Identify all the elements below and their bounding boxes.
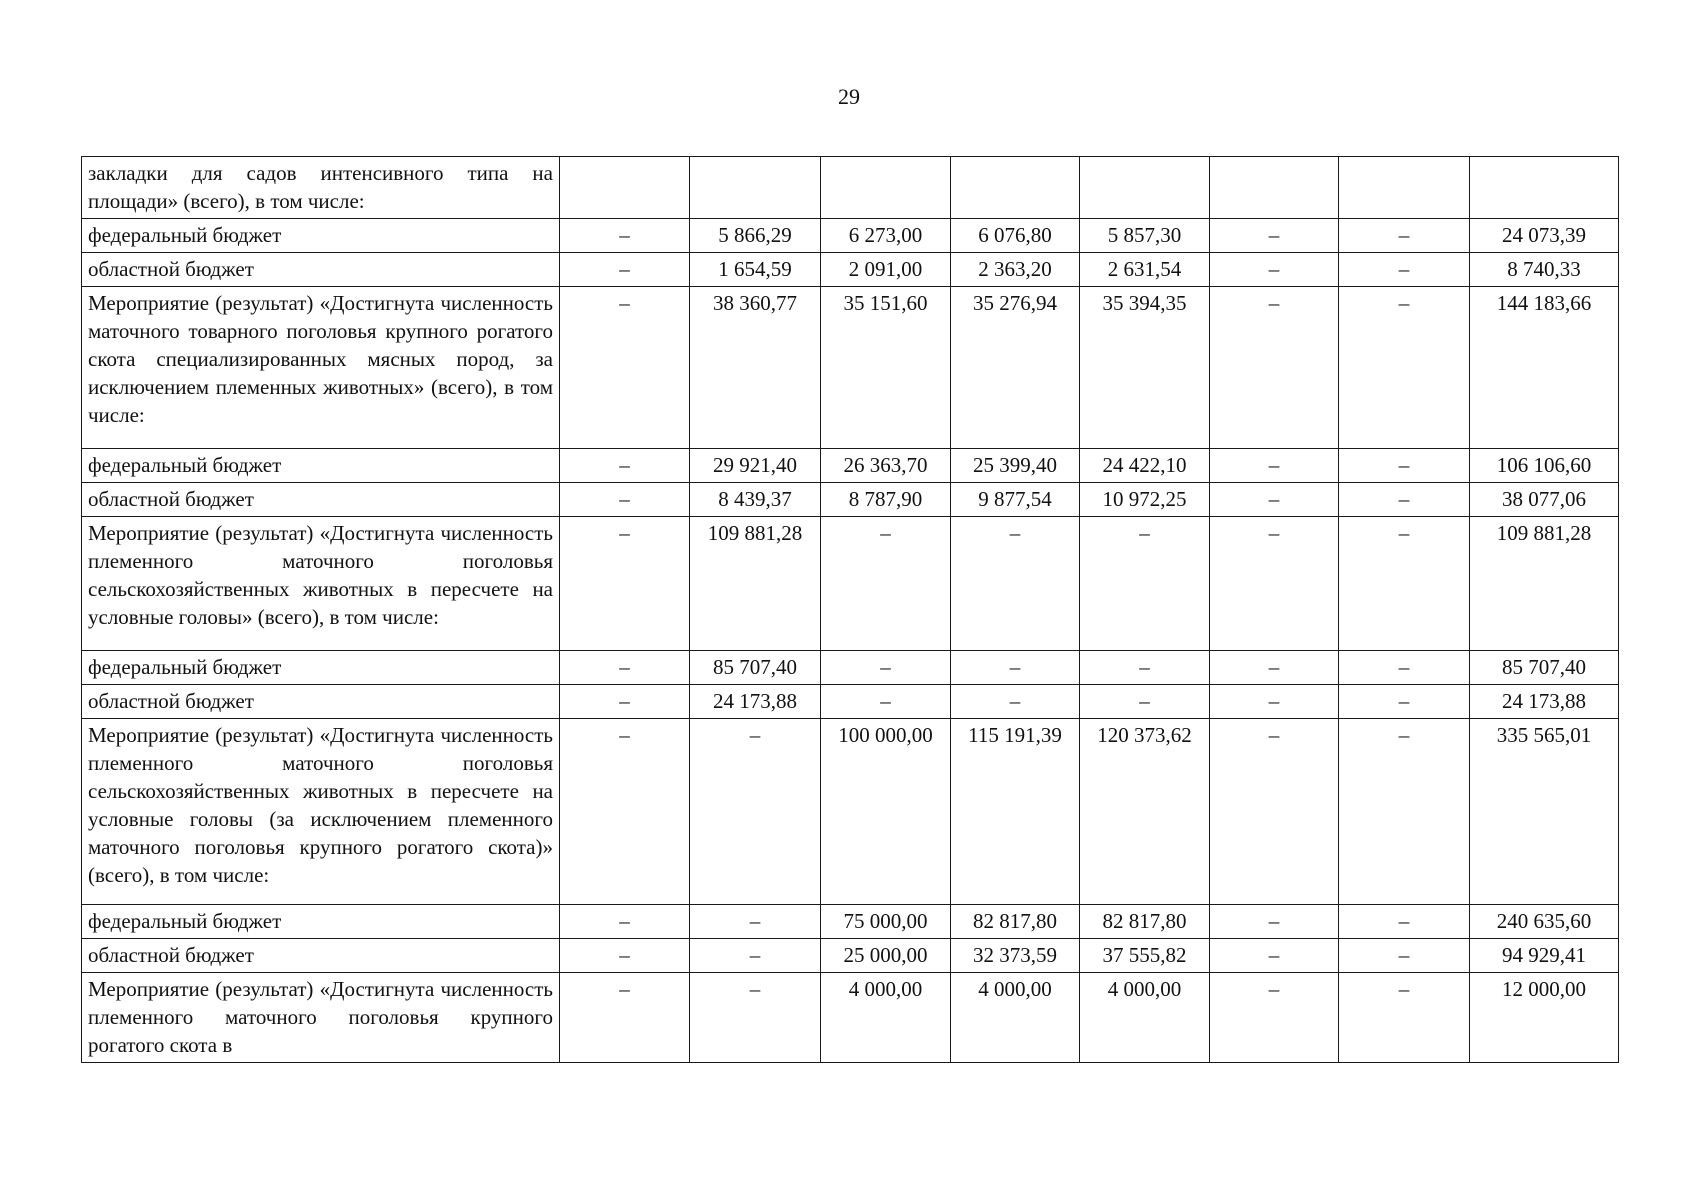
- table-cell: 4 000,00: [1080, 973, 1210, 1063]
- table-cell: [1080, 157, 1210, 219]
- table-cell: [951, 157, 1080, 219]
- table-cell: 26 363,70: [821, 449, 951, 483]
- table-cell: 4 000,00: [821, 973, 951, 1063]
- table-cell: –: [951, 685, 1080, 719]
- table-cell: –: [690, 939, 821, 973]
- table-cell: 24 422,10: [1080, 449, 1210, 483]
- table-cell: –: [1339, 939, 1470, 973]
- table-row: [82, 253, 1619, 287]
- budget-table-body: [82, 157, 1619, 1063]
- table-cell: –: [1210, 685, 1339, 719]
- table-cell: –: [1339, 253, 1470, 287]
- budget-table: [81, 156, 1619, 1063]
- table-row: [82, 939, 1619, 973]
- table-cell: –: [1339, 517, 1470, 651]
- row-label: Мероприятие (результат) «Достигнута численность племенного маточного поголовья крупного рогатого скота в: [82, 973, 560, 1063]
- table-cell: 35 394,35: [1080, 287, 1210, 449]
- row-label: областной бюджет: [82, 685, 560, 719]
- table-cell: 6 273,00: [821, 219, 951, 253]
- table-cell: 2 363,20: [951, 253, 1080, 287]
- table-cell: –: [1339, 719, 1470, 905]
- table-cell: –: [690, 973, 821, 1063]
- table-cell: –: [1339, 905, 1470, 939]
- row-label: областной бюджет: [82, 483, 560, 517]
- table-cell: 35 151,60: [821, 287, 951, 449]
- table-cell: –: [1210, 719, 1339, 905]
- table-cell: 6 076,80: [951, 219, 1080, 253]
- table-cell: 9 877,54: [951, 483, 1080, 517]
- table-cell: –: [1210, 651, 1339, 685]
- table-cell: 38 360,77: [690, 287, 821, 449]
- table-cell: 8 787,90: [821, 483, 951, 517]
- row-label: закладки для садов интенсивного типа на площади» (всего), в том числе:: [82, 157, 560, 219]
- table-cell: 335 565,01: [1470, 719, 1619, 905]
- table-cell: 85 707,40: [690, 651, 821, 685]
- table-cell: –: [560, 219, 690, 253]
- table-cell: 109 881,28: [1470, 517, 1619, 651]
- table-row: [82, 905, 1619, 939]
- table-cell: 10 972,25: [1080, 483, 1210, 517]
- table-cell: [690, 157, 821, 219]
- table-cell: 120 373,62: [1080, 719, 1210, 905]
- row-label: областной бюджет: [82, 939, 560, 973]
- table-cell: 2 091,00: [821, 253, 951, 287]
- table-cell: –: [560, 905, 690, 939]
- table-cell: –: [560, 685, 690, 719]
- table-cell: –: [821, 685, 951, 719]
- table-row: [82, 651, 1619, 685]
- table-cell: –: [1339, 685, 1470, 719]
- table-cell: –: [1339, 449, 1470, 483]
- table-cell: –: [1339, 973, 1470, 1063]
- row-label: Мероприятие (результат) «Достигнута численность маточного товарного поголовья крупного рогатого скота специализированных мясных пород, за исключением племенных животных» (всего), в том числе:: [82, 287, 560, 449]
- table-cell: –: [690, 905, 821, 939]
- table-cell: 4 000,00: [951, 973, 1080, 1063]
- table-cell: –: [821, 651, 951, 685]
- table-row: [82, 157, 1619, 219]
- table-row: [82, 719, 1619, 905]
- table-cell: –: [1339, 651, 1470, 685]
- table-cell: 82 817,80: [951, 905, 1080, 939]
- table-cell: –: [1210, 483, 1339, 517]
- table-cell: –: [1210, 219, 1339, 253]
- table-cell: 115 191,39: [951, 719, 1080, 905]
- table-cell: 240 635,60: [1470, 905, 1619, 939]
- table-cell: [821, 157, 951, 219]
- table-cell: –: [1210, 973, 1339, 1063]
- row-label: федеральный бюджет: [82, 905, 560, 939]
- table-cell: [1210, 157, 1339, 219]
- table-cell: –: [1210, 449, 1339, 483]
- table-row: [82, 219, 1619, 253]
- table-cell: 32 373,59: [951, 939, 1080, 973]
- table-cell: 106 106,60: [1470, 449, 1619, 483]
- table-row: [82, 483, 1619, 517]
- table-cell: –: [1339, 483, 1470, 517]
- table-cell: –: [1339, 219, 1470, 253]
- table-cell: 5 857,30: [1080, 219, 1210, 253]
- table-cell: 109 881,28: [690, 517, 821, 651]
- table-cell: [1339, 157, 1470, 219]
- row-label: Мероприятие (результат) «Достигнута численность племенного маточного поголовья сельскохозяйственных животных в пересчете на условные головы» (всего), в том числе:: [82, 517, 560, 651]
- row-label: федеральный бюджет: [82, 449, 560, 483]
- table-cell: 94 929,41: [1470, 939, 1619, 973]
- table-cell: –: [1080, 517, 1210, 651]
- table-cell: –: [1210, 253, 1339, 287]
- table-row: [82, 685, 1619, 719]
- table-cell: 82 817,80: [1080, 905, 1210, 939]
- table-cell: 5 866,29: [690, 219, 821, 253]
- table-cell: –: [560, 973, 690, 1063]
- table-cell: 100 000,00: [821, 719, 951, 905]
- table-row: [82, 449, 1619, 483]
- table-cell: –: [560, 449, 690, 483]
- table-cell: 85 707,40: [1470, 651, 1619, 685]
- page-number: 29: [838, 84, 860, 109]
- table-cell: –: [560, 719, 690, 905]
- table-cell: 144 183,66: [1470, 287, 1619, 449]
- table-cell: –: [1210, 905, 1339, 939]
- table-cell: –: [951, 651, 1080, 685]
- table-cell: –: [1210, 939, 1339, 973]
- table-cell: 1 654,59: [690, 253, 821, 287]
- table-cell: –: [1080, 685, 1210, 719]
- table-cell: –: [560, 287, 690, 449]
- row-label: областной бюджет: [82, 253, 560, 287]
- table-cell: [1470, 157, 1619, 219]
- table-cell: 29 921,40: [690, 449, 821, 483]
- table-cell: –: [560, 651, 690, 685]
- table-row: [82, 287, 1619, 449]
- table-cell: 8 439,37: [690, 483, 821, 517]
- table-row: [82, 517, 1619, 651]
- table-cell: –: [690, 719, 821, 905]
- table-cell: –: [1210, 517, 1339, 651]
- table-cell: 24 073,39: [1470, 219, 1619, 253]
- table-cell: 24 173,88: [690, 685, 821, 719]
- table-cell: –: [1210, 287, 1339, 449]
- table-row: [82, 973, 1619, 1063]
- table-cell: 75 000,00: [821, 905, 951, 939]
- table-cell: –: [560, 939, 690, 973]
- table-cell: –: [560, 253, 690, 287]
- table-cell: –: [560, 517, 690, 651]
- row-label: федеральный бюджет: [82, 651, 560, 685]
- table-cell: [560, 157, 690, 219]
- table-cell: –: [951, 517, 1080, 651]
- table-cell: 24 173,88: [1470, 685, 1619, 719]
- table-cell: –: [821, 517, 951, 651]
- table-cell: 37 555,82: [1080, 939, 1210, 973]
- table-cell: 8 740,33: [1470, 253, 1619, 287]
- row-label: Мероприятие (результат) «Достигнута численность племенного маточного поголовья сельскохозяйственных животных в пересчете на условные головы (за исключением племенного маточного поголовья крупного рогатого скота)» (всего), в том числе:: [82, 719, 560, 905]
- table-cell: 25 399,40: [951, 449, 1080, 483]
- table-cell: 12 000,00: [1470, 973, 1619, 1063]
- table-cell: 2 631,54: [1080, 253, 1210, 287]
- table-cell: –: [1339, 287, 1470, 449]
- table-cell: 25 000,00: [821, 939, 951, 973]
- table-cell: –: [1080, 651, 1210, 685]
- table-cell: –: [560, 483, 690, 517]
- row-label: федеральный бюджет: [82, 219, 560, 253]
- table-cell: 38 077,06: [1470, 483, 1619, 517]
- table-cell: 35 276,94: [951, 287, 1080, 449]
